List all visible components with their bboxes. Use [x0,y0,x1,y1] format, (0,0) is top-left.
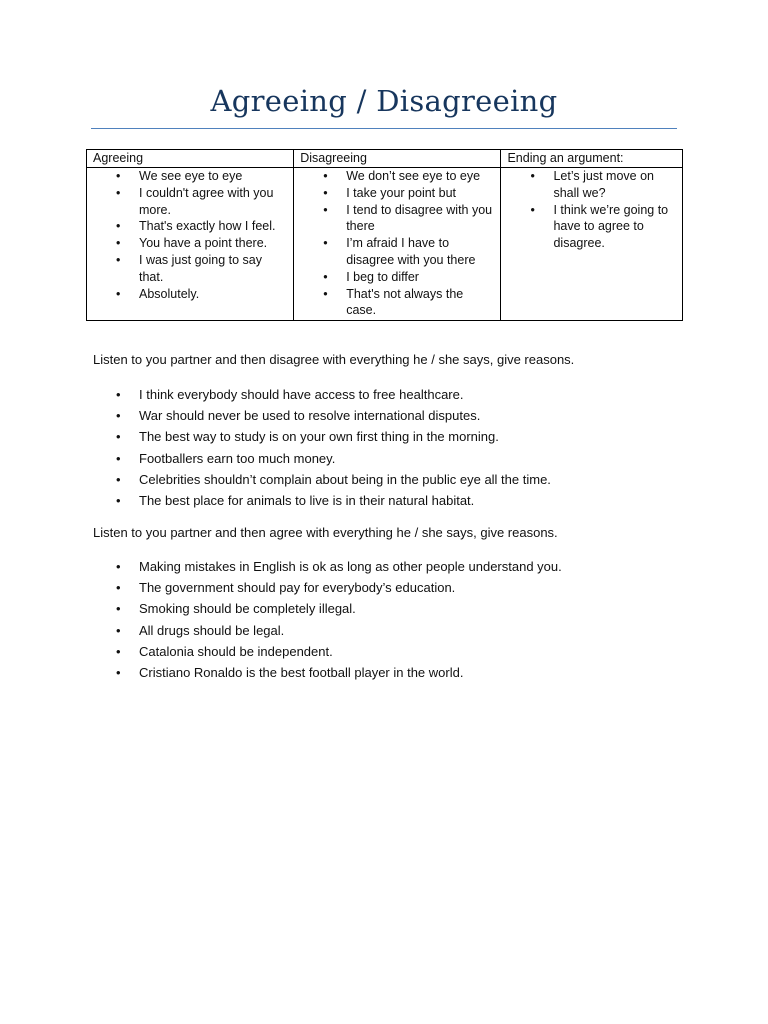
list-item: • I beg to differ [294,269,494,286]
list-item: • I think we’re going to have to agree to disagree. [501,202,676,252]
header-disagreeing: Disagreeing [294,150,501,168]
phrases-table [86,149,683,321]
list-item: • Cristiano Ronaldo is the best football player in the world. [93,662,562,683]
list-item: • The best place for animals to live is in their natural habitat. [93,490,551,511]
disagreeing-cell [294,168,501,321]
list-item: • That's not always the case. [294,286,494,320]
agreeing-list [87,168,293,303]
list-item: • Making mistakes in English is ok as long as other people understand you. [93,556,562,577]
title-underline [91,128,677,129]
list-item: • Catalonia should be independent. [93,641,562,662]
list-item: • We don’t see eye to eye [294,168,494,185]
list-item: • The government should pay for everybody’s education. [93,577,562,598]
list-item: • Celebrities shouldn’t complain about being in the public eye all the time. [93,469,551,490]
list-item: • Absolutely. [87,286,287,303]
header-agreeing: Agreeing [87,150,294,168]
agree-instruction: Listen to you partner and then agree with everything he / she says, give reasons. [93,525,558,540]
list-item: • I take your point but [294,185,494,202]
table-header-row [87,150,683,168]
list-item: • The best way to study is on your own first thing in the morning. [93,426,551,447]
disagree-statements-list [93,384,551,511]
list-item: • All drugs should be legal. [93,620,562,641]
table-body-row [87,168,683,321]
list-item: • Let’s just move on shall we? [501,168,676,202]
list-item: • Smoking should be completely illegal. [93,598,562,619]
list-item: • I was just going to say that. [87,252,287,286]
list-item: • I couldn't agree with you more. [87,185,287,219]
list-item: • I think everybody should have access to free healthcare. [93,384,551,405]
list-item: • War should never be used to resolve international disputes. [93,405,551,426]
agree-statements-list [93,556,562,683]
list-item: • We see eye to eye [87,168,287,185]
disagreeing-list [294,168,500,320]
list-item: • I tend to disagree with you there [294,202,494,236]
ending-argument-list [501,168,682,253]
list-item: • Footballers earn too much money. [93,448,551,469]
agreeing-cell [87,168,294,321]
ending-argument-cell [501,168,683,321]
list-item: • You have a point there. [87,235,287,252]
disagree-instruction: Listen to you partner and then disagree with everything he / she says, give reasons. [93,352,575,367]
list-item: • That's exactly how I feel. [87,218,287,235]
page-title: Agreeing / Disagreeing [210,84,558,118]
list-item: • I’m afraid I have to disagree with you there [294,235,494,269]
header-ending-argument: Ending an argument: [501,150,683,168]
